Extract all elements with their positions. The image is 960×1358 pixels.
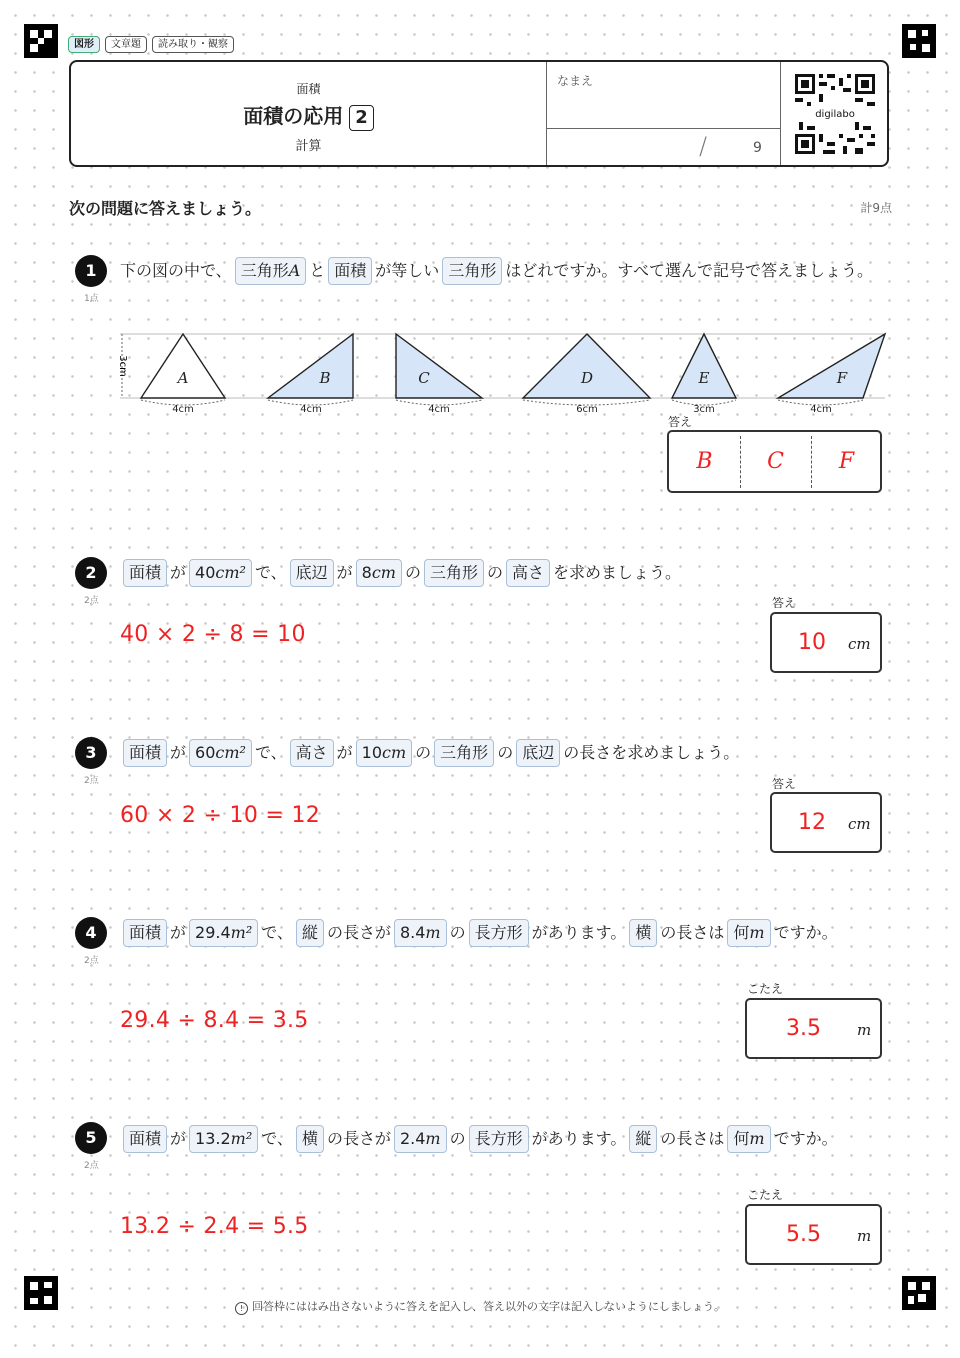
chip-area: 面積 — [123, 739, 167, 767]
info-icon: ! — [235, 1302, 248, 1315]
page-title: 面積の応用 2 — [71, 100, 546, 131]
name-field-label: なまえ — [557, 74, 594, 88]
chip-height: 高さ — [290, 739, 334, 767]
divider — [546, 128, 780, 129]
subject-label: 面積 — [296, 82, 321, 96]
question-text-1: 下の図の中で、 三角形A と 面積 が等しい 三角形 はどれですか。すべて選んで記号で答えましょう。 — [120, 254, 890, 288]
chip-what: 何m — [727, 1125, 770, 1153]
tag-reading: 読み取り・観察 — [152, 36, 234, 53]
triangle-f — [778, 334, 885, 398]
tag-word-problem: 文章題 — [105, 36, 147, 53]
chip-rectangle: 長方形 — [469, 919, 529, 947]
question-text-3: 面積 が 60cm² で、 高さ が 10cm の 三角形 の 底辺 の長さを求めましょう。 — [120, 736, 890, 770]
answer-label-3: 答え — [772, 777, 797, 791]
chip-rectangle: 長方形 — [469, 1125, 529, 1153]
base-label-a: 4cm — [172, 404, 194, 415]
chip-value: 13.2m² — [189, 1125, 258, 1153]
chip-value: 2.4m — [394, 1125, 447, 1153]
calculation-4: 29.4 ÷ 8.4 = 3.5 — [120, 1008, 309, 1033]
triangle-figure — [115, 326, 895, 426]
chip-value: 10cm — [356, 739, 413, 767]
triangle-label-c: C — [418, 369, 430, 387]
answer-box-4[interactable] — [745, 998, 882, 1059]
answer-value-2: 10 — [798, 630, 826, 655]
answer-unit-4: m — [857, 1021, 872, 1039]
triangle-label-d: D — [580, 369, 594, 387]
question-points-3: 2点 — [84, 776, 99, 786]
chip-triangle: 三角形 — [424, 559, 484, 587]
base-label-b: 4cm — [300, 404, 322, 415]
worksheet-header — [69, 60, 889, 167]
category-tags — [68, 36, 234, 53]
answer-box-2[interactable] — [770, 612, 882, 673]
answer-label-1: 答え — [668, 415, 693, 429]
chip-triangle-a: 三角形A — [235, 257, 307, 285]
qr-label: digilabo — [815, 109, 855, 120]
corner-marker-top-left — [24, 24, 58, 58]
chip-base: 底辺 — [290, 559, 334, 587]
calculation-2: 40 × 2 ÷ 8 = 10 — [120, 622, 306, 647]
chip-target: 縦 — [629, 1125, 657, 1153]
triangle-label-b: B — [319, 369, 331, 387]
chip-value: 8.4m — [394, 919, 447, 947]
unit-label: 計算 — [295, 139, 322, 154]
chip-area: 面積 — [123, 1125, 167, 1153]
chip-target: 横 — [629, 919, 657, 947]
question-number-3: 3 — [75, 737, 107, 769]
base-label-c: 4cm — [428, 404, 450, 415]
triangle-e — [672, 334, 736, 398]
answer-value-1a: B — [696, 449, 713, 474]
answer-value-4: 3.5 — [786, 1016, 821, 1041]
triangle-label-e: E — [698, 369, 710, 387]
answer-label-2: 答え — [772, 596, 797, 610]
triangle-a — [141, 334, 225, 398]
chip-triangle: 三角形 — [434, 739, 494, 767]
chip-value: 29.4m² — [189, 919, 258, 947]
base-label-e: 3cm — [693, 404, 715, 415]
chip-value: 8cm — [356, 559, 402, 587]
base-label-f: 4cm — [810, 404, 832, 415]
answer-unit-3: cm — [848, 815, 871, 833]
chip-value: 60cm² — [189, 739, 252, 767]
question-points-5: 2点 — [84, 1161, 99, 1171]
question-points-1: 1点 — [84, 294, 99, 304]
question-number-4: 4 — [75, 917, 107, 949]
question-number-5: 5 — [75, 1122, 107, 1154]
answer-label-5: こたえ — [747, 1188, 784, 1202]
answer-box-1[interactable] — [667, 430, 882, 493]
chip-triangle: 三角形 — [442, 257, 502, 285]
question-points-4: 2点 — [84, 956, 99, 966]
qr-code-icon — [793, 72, 877, 156]
chip-height: 高さ — [506, 559, 550, 587]
calculation-5: 13.2 ÷ 2.4 = 5.5 — [120, 1214, 309, 1239]
footer-note: ! 回答枠にははみ出さないように答えを記入し、答え以外の文字は記入しないようにしましょう。 — [0, 1298, 960, 1315]
instruction: 次の問題に答えましょう。 — [69, 199, 262, 218]
chip-area: 面積 — [123, 919, 167, 947]
divider — [780, 62, 781, 165]
worksheet-number: 2 — [349, 105, 374, 131]
total-points: 計9点 — [860, 201, 892, 215]
chip-side: 横 — [296, 1125, 324, 1153]
chip-side: 縦 — [296, 919, 324, 947]
corner-marker-top-right — [902, 24, 936, 58]
answer-unit-2: cm — [848, 635, 871, 653]
answer-label-4: こたえ — [747, 982, 784, 996]
question-text-2: 面積 が 40cm² で、 底辺 が 8cm の 三角形 の 高さ を求めましょう。 — [120, 556, 890, 590]
triangle-label-a: A — [177, 369, 189, 387]
question-points-2: 2点 — [84, 596, 99, 606]
triangle-d — [523, 334, 650, 398]
answer-value-1c: F — [838, 449, 855, 474]
base-label-d: 6cm — [576, 404, 598, 415]
question-number-1: 1 — [75, 255, 107, 287]
answer-unit-5: m — [857, 1227, 872, 1245]
calculation-3: 60 × 2 ÷ 10 = 12 — [120, 803, 321, 828]
chip-area: 面積 — [328, 257, 372, 285]
score-slash: / — [699, 132, 708, 160]
chip-area: 面積 — [123, 559, 167, 587]
answer-value-1b: C — [767, 449, 784, 474]
triangle-b — [268, 334, 353, 398]
question-number-2: 2 — [75, 557, 107, 589]
answer-value-3: 12 — [798, 810, 826, 835]
question-text-4: 面積 が 29.4m² で、 縦 の長さが 8.4m の 長方形 があります。 横 の長さは 何m ですか。 — [120, 916, 890, 950]
answer-box-3[interactable] — [770, 792, 882, 853]
triangle-c — [396, 334, 482, 398]
question-text-5: 面積 が 13.2m² で、 横 の長さが 2.4m の 長方形 があります。 縦 の長さは 何m ですか。 — [120, 1122, 890, 1156]
chip-what: 何m — [727, 919, 770, 947]
chip-base: 底辺 — [516, 739, 560, 767]
height-label: 3cm — [117, 355, 128, 377]
tag-figure: 図形 — [68, 36, 100, 53]
score-total: 9 — [753, 140, 762, 156]
triangle-label-f: F — [836, 369, 848, 387]
answer-value-5: 5.5 — [786, 1222, 821, 1247]
chip-value: 40cm² — [189, 559, 252, 587]
answer-box-5[interactable] — [745, 1204, 882, 1265]
divider — [546, 62, 547, 165]
